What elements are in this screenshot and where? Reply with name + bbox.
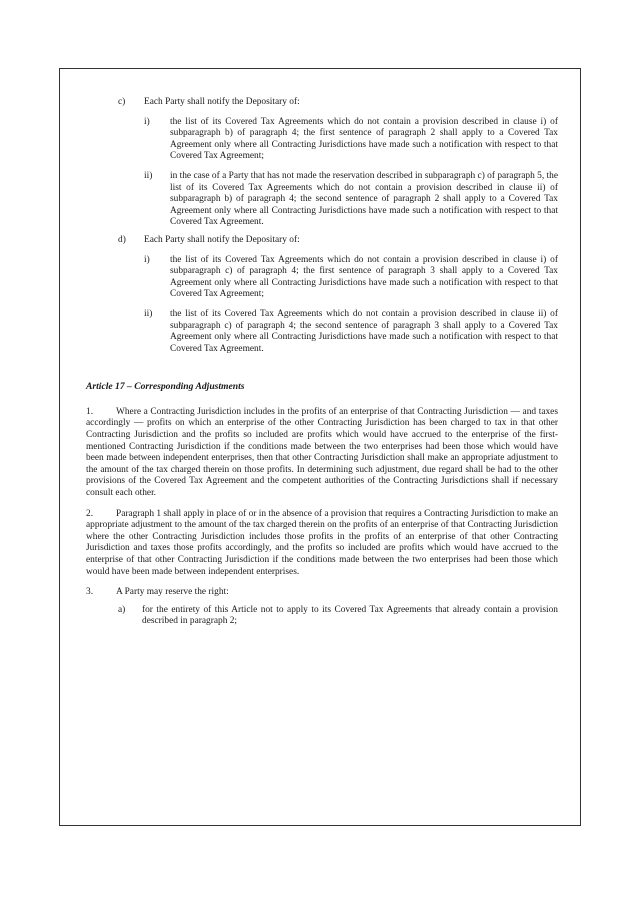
paragraph-2 [86,509,558,579]
item-c [118,97,558,109]
paragraph-3 [86,587,558,599]
paragraph-2-number: 2. [86,508,94,519]
paragraph-2-text: Paragraph 1 shall apply in place of or in the absence of a provision that requires a Contracting Jurisdiction to make an appropriate adjustment to the amount of the tax charged therein on the profits of an enterprise of that Contracting Jurisdiction where the other Contracting Jurisdiction includes those profits in the profits of an enterprise of that other Contracting Jurisdiction and taxes those profits accordingly, and the profits so included are profits which would have accrued to the enterprise of that other Contracting Jurisdiction if the conditions made between the two enterprises had been those which would have been made between independent enterprises. [86,508,558,577]
item-a-label: a) [118,604,126,615]
item-c-sub-ii-label: ii) [144,170,153,181]
item-c-sub-ii [144,171,558,229]
item-d-sub-i-text: the list of its Covered Tax Agreements which do not contain a provision described in clause i) of subparagraph c) of paragraph 4; the first sentence of paragraph 3 shall apply to a Covered Tax Agreement only where all Contracting Jurisdictions have made such a notification with respect to that Covered Tax Agreement; [170,254,558,300]
item-d [118,235,558,247]
paragraph-3-text: A Party may reserve the right: [116,587,229,598]
item-a-text: for the entirety of this Article not to apply to its Covered Tax Agreements that already contain a provision described in paragraph 2; [142,604,558,627]
item-c-sub-i-label: i) [144,116,150,127]
item-c-sub-i-text: the list of its Covered Tax Agreements which do not contain a provision described in clause i) of subparagraph b) of paragraph 4; the first sentence of paragraph 2 shall apply to a Covered Tax Agreement only where all Contracting Jurisdictions have made such a notification with respect to that Covered Tax Agreement; [170,116,558,162]
paragraph-1 [86,407,558,500]
item-d-sub-ii-label: ii) [144,308,153,319]
paragraph-1-number: 1. [86,406,94,417]
item-d-sub-ii-text: the list of its Covered Tax Agreements which do not contain a provision described in clause ii) of subparagraph c) of paragraph 4; the second sentence of paragraph 3 shall apply to a Covered Tax Agreement only where all Contracting Jurisdictions have made such a notification with respect to that Covered Tax Agreement. [170,308,558,354]
item-d-sub-i-label: i) [144,254,150,265]
item-c-sub-ii-text: in the case of a Party that has not made the reservation described in subparagraph c) of paragraph 5, the list of its Covered Tax Agreements which do not contain a provision described in clause ii) of subparagraph b) of paragraph 4; the second sentence of paragraph 2 shall apply to a Covered Tax Agreement only where all Contracting Jurisdictions have made such a notification with respect to that Covered Tax Agreement. [170,170,558,228]
item-d-intro: Each Party shall notify the Depositary of: [144,234,300,245]
item-c-intro: Each Party shall notify the Depositary of: [144,97,300,107]
paragraph-1-text: Where a Contracting Jurisdiction includes in the profits of an enterprise of that Contracting Jurisdiction — and taxes accordingly — profits on which an enterprise of the other Contracting Jurisdiction has been charged to tax in that other Contracting Jurisdiction and the profits so included are profits which would have accrued to the enterprise of the first-mentioned Contracting Jurisdiction if the conditions made between the two enterprises had been those which would have been made between independent enterprises, then that other Contracting Jurisdiction shall make an appropriate adjustment to the amount of the tax charged therein on those profits. In determining such adjustment, due regard shall be had to the other provisions of the Covered Tax Agreement and the competent authorities of the Contracting Jurisdictions shall if necessary consult each other. [86,406,558,499]
paragraph-3-number: 3. [86,587,94,598]
document-body [86,97,558,628]
item-a [118,605,558,628]
item-d-label: d) [118,234,126,245]
article-heading: Article 17 – Corresponding Adjustments [86,381,245,393]
item-d-sub-ii [144,309,558,355]
item-c-label: c) [118,97,126,107]
item-d-sub-i [144,255,558,301]
item-c-sub-i [144,117,558,163]
